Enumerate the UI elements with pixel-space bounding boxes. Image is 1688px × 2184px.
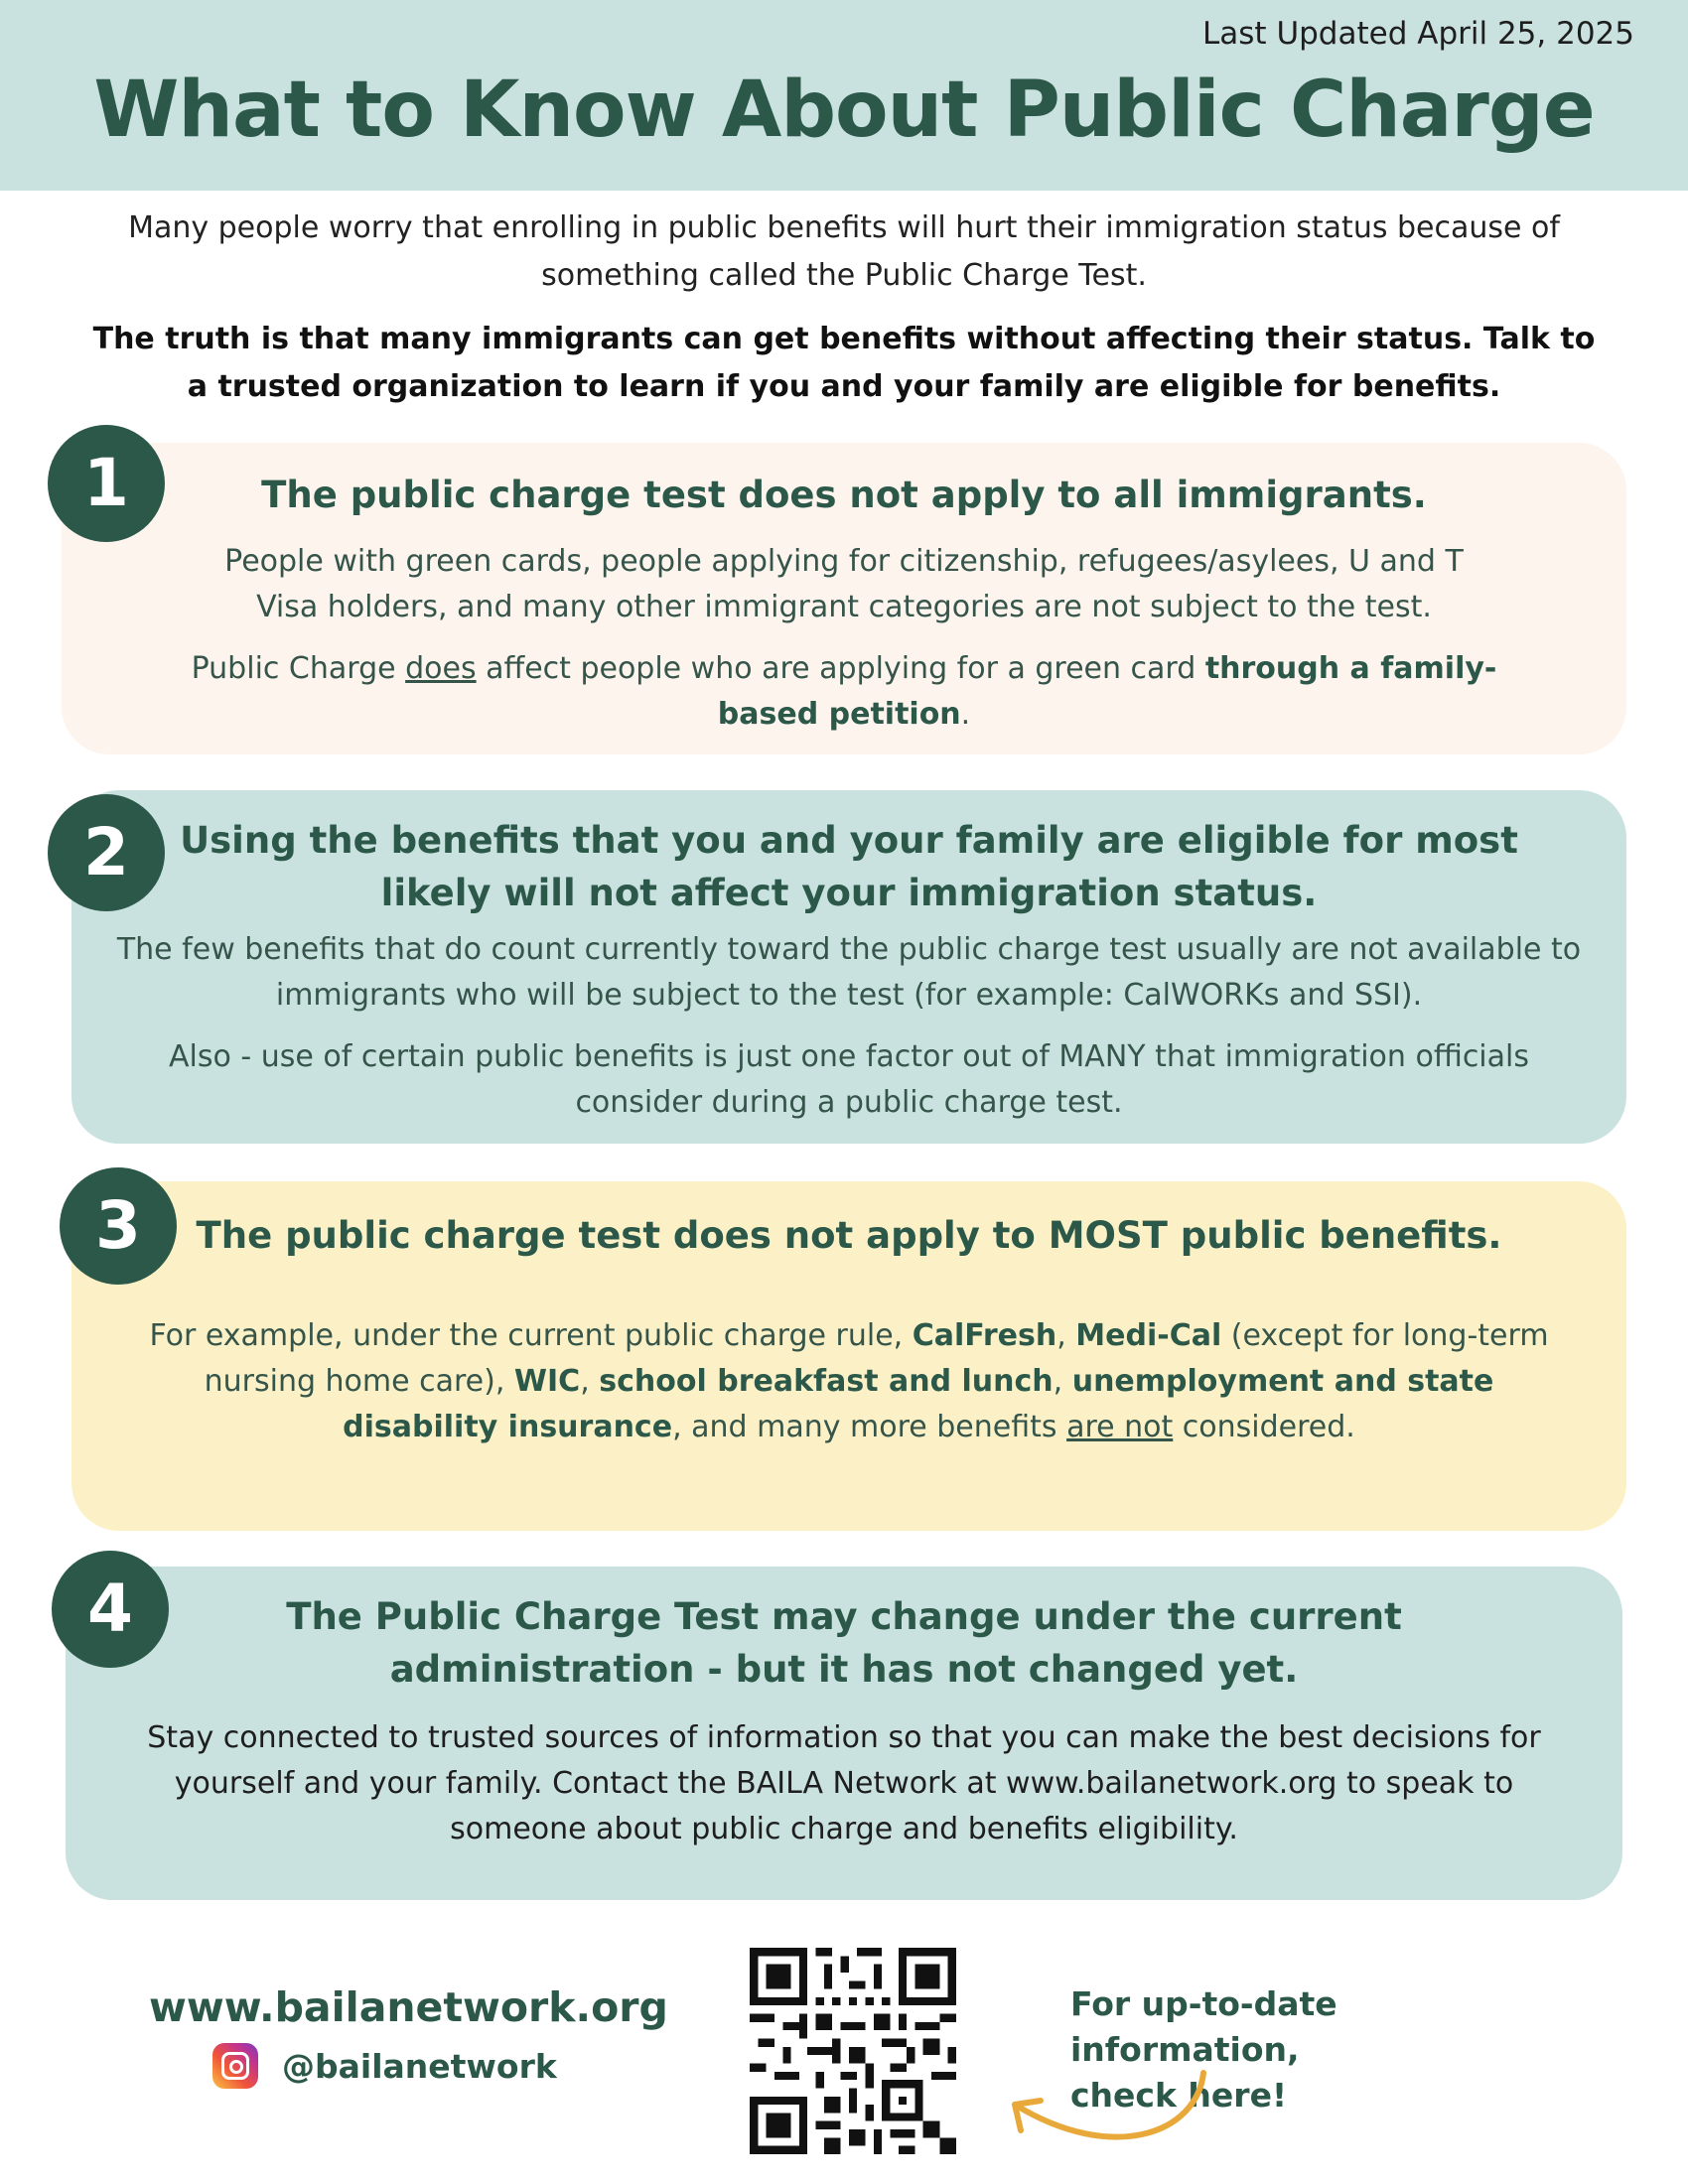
header-banner (0, 0, 1688, 191)
text-span: , (1056, 1318, 1076, 1353)
bold-calfresh: CalFresh (912, 1318, 1057, 1353)
section-1-paragraph-2 (62, 630, 1626, 738)
cta-line-2: check here! (1070, 2076, 1288, 2115)
underlined-does: does (405, 651, 477, 686)
section-number-2: 2 (48, 794, 165, 911)
section-4-paragraph: Stay connected to trusted sources of information so that you can make the best decisions for yourself and your family. Contact the BAILA Network at www.bailanetwork.org to speak to someone about public charge and benefits eligibility. (147, 1720, 1541, 1846)
instagram-icon (212, 2043, 258, 2089)
section-card-3 (71, 1181, 1626, 1531)
footer-website-link[interactable]: www.bailanetwork.org (149, 1983, 668, 2031)
curved-arrow-icon (993, 2065, 1221, 2174)
text-span: For example, under the current public charge rule, (149, 1318, 913, 1353)
instagram-handle-row[interactable] (212, 2041, 557, 2091)
instagram-handle: @bailanetwork (282, 2046, 557, 2086)
cta-line-1: For up-to-date information, (1070, 1984, 1337, 2069)
text-span: (except for long-term nursing home care), (204, 1318, 1549, 1399)
qr-code[interactable] (750, 1948, 956, 2154)
section-4-heading-line-1: The Public Charge Test may change under the current (286, 1595, 1402, 1638)
section-3-heading: The public charge test does not apply to MOST public benefits. (196, 1214, 1502, 1257)
text-span: . (960, 697, 971, 732)
section-1-paragraph-1: People with green cards, people applying for citizenship, refugees/asylees, U and T Visa holders, and many other immigrant categories are not subject to the test. (224, 544, 1464, 624)
intro-bold-text: The truth is that many immigrants can get benefits without affecting their status. Talk to a trusted organization to learn if you and your family are eligible for benefits. (92, 322, 1596, 404)
bold-school-meals: school breakfast and lunch (599, 1364, 1054, 1399)
bold-wic: WIC (513, 1364, 581, 1399)
section-number-1: 1 (48, 425, 165, 542)
bold-unemployment-insurance: unemployment and state disability insurance (343, 1364, 1494, 1444)
last-updated: Last Updated April 25, 2025 (1202, 16, 1634, 52)
section-card-2 (71, 790, 1626, 1144)
section-card-1 (62, 443, 1626, 754)
section-4-heading-line-2: administration - but it has not changed yet. (389, 1648, 1299, 1691)
section-2-heading-line-1: Using the benefits that you and your family are eligible for most (180, 819, 1518, 862)
text-span: considered. (1173, 1410, 1355, 1444)
text-span: , (1053, 1364, 1072, 1399)
section-2-paragraph-1: The few benefits that do count currently toward the public charge test usually are not available to immigrants who will be subject to the test (for example: CalWORKs and SSI). (116, 932, 1582, 1013)
section-3-paragraph (71, 1262, 1626, 1450)
intro-text: Many people worry that enrolling in public benefits will hurt their immigration status because of something called the Public Charge Test. (128, 210, 1560, 293)
underlined-are-not: are not (1066, 1410, 1174, 1444)
text-span: , and many more benefits (672, 1410, 1067, 1444)
text-span: affect people who are applying for a green card (476, 651, 1205, 686)
section-2-heading-line-2: likely will not affect your immigration status. (380, 872, 1318, 914)
section-2-paragraph-2: Also - use of certain public benefits is just one factor out of MANY that immigration officials consider during a public charge test. (168, 1039, 1529, 1120)
section-card-4 (66, 1567, 1622, 1900)
page-title: What to Know About Public Charge (93, 66, 1595, 155)
section-number-3: 3 (60, 1167, 177, 1285)
text-span: Public Charge (191, 651, 406, 686)
section-1-heading: The public charge test does not apply to all immigrants. (261, 474, 1427, 516)
text-span: , (580, 1364, 600, 1399)
bold-medi-cal: Medi-Cal (1075, 1318, 1222, 1353)
bold-family-petition: through a family-based petition (717, 651, 1497, 732)
section-number-4: 4 (52, 1551, 169, 1668)
